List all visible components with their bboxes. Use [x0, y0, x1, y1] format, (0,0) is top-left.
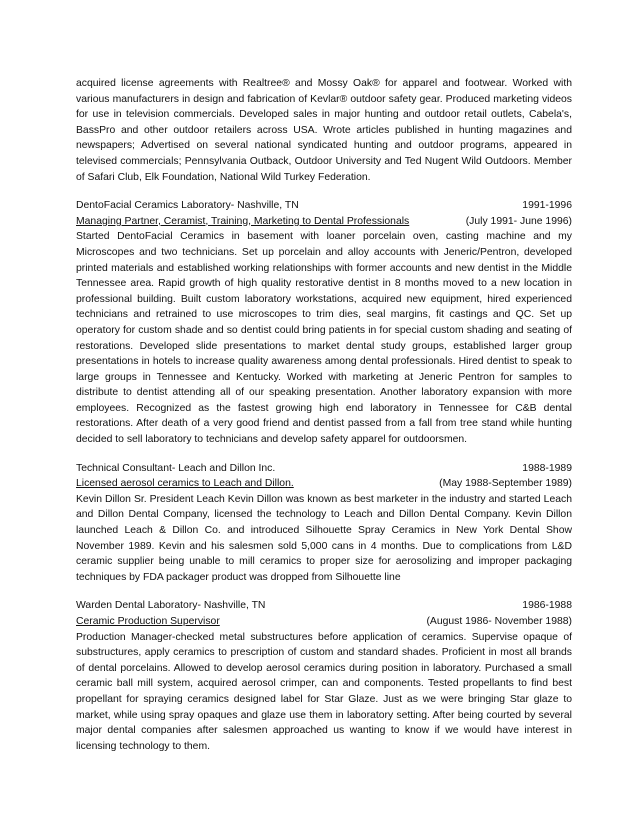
job-header: [76, 198, 572, 214]
job-years: 1991-1996: [522, 200, 572, 212]
job-title-row: [76, 614, 572, 630]
job-description: Production Manager-checked metal substructures before application of ceramics. Supervise opaque of substructures, apply ceramics to prescription of custom and standard shades. Proficient in most all brands of dental porcelains. Allowed to develop aerosol ceramics during position in laboratory. Purchased a small ceramic ball mill system, acquired aerosol crimper, can and components. Tested propellants to find best propellant for spraying ceramics designed label for Star Glaze. Just as we were bringing Star glaze to market, while using spray opaques and glaze use them in laboratory setting. After being courted by several major dental companies after salesmen approached us wanting to know if we would have interest in licensing technology to them.: [76, 631, 572, 752]
job-dentofacial: [76, 198, 572, 448]
job-employer: Technical Consultant- Leach and Dillon Inc.: [76, 462, 276, 474]
job-years: 1986-1988: [522, 600, 572, 612]
job-leach-dillon: [76, 461, 572, 586]
job-title-row: [76, 476, 572, 492]
job-dates: (May 1988-September 1989): [439, 478, 572, 490]
job-dates: (July 1991- June 1996): [465, 215, 572, 227]
job-header: [76, 461, 572, 477]
job-dates: (August 1986- November 1988): [426, 616, 572, 627]
job-employer: Warden Dental Laboratory- Nashville, TN: [76, 600, 266, 612]
job-title: Ceramic Production Supervisor: [76, 616, 220, 627]
job-employer: DentoFacial Ceramics Laboratory- Nashville, TN: [76, 200, 299, 212]
job-years: 1988-1989: [522, 462, 572, 474]
job-description: Kevin Dillon Sr. President Leach Kevin Dillon was known as best marketer in the industry and started Leach and Dillon Dental Company, licensed the technology to Leach and Dillon Dental Company. Kevin Dillon launched Leach & Dillon Co. and introduced Silhouette Spray Ceramics in New York Dental Show November 1989. Kevin and his salesmen sold 5,000 cans in 4 months. Due to complications from L&D ceramic supplier being unable to mill ceramics to proper size for aerosolizing and improper packaging techniques by FDA packager product was dropped from Silhouette line: [76, 493, 572, 583]
job-header: [76, 598, 572, 614]
job-title: Licensed aerosol ceramics to Leach and Dillon.: [76, 478, 294, 490]
intro-paragraph: acquired license agreements with Realtree® and Mossy Oak® for apparel and footwear. Worked with various manufacturers in design and fabrication of Kevlar® outdoor safety gear. Produced marketing videos for use in television commercials. Developed sales in major hunting and outdoor retail outlets, Cabela's, BassPro and other outdoor retailers across USA. Wrote articles published in hunting magazines and newspapers; Advertised on several national syndicated hunting and outdoor programs, appeared in televised commercials; Pennsylvania Outback, Outdoor University and Ted Nugent Wild Outdoors. Member of Safari Club, Elk Foundation, National Wild Turkey Federation.: [76, 78, 572, 183]
job-description: Started DentoFacial Ceramics in basement with loaner porcelain oven, casting machine and my Microscopes and two technicians. Set up porcelain and alloy accounts with Jeneric/Pentron, developed printed materials and established working relationships with former accounts and new dentist in the Middle Tennessee area. Rapid growth of high quality restorative dentist in 8 months moved to a new location in professional building. Built custom laboratory workstations, acquired new equipment, hired experienced technicians and retrained to use microscopes to trim dies, seal margins, fit castings and QC. Set up operatory for custom shade and so dentist could bring patients in for special custom shading and seating of restorations. Developed slide presentations to market dental study groups, established larger group presentations in hotels to increase quality awareness among dental professionals. Hired dentist to speak to large groups in Tennessee and Kentucky. Worked with marketing at Jeneric Pentron for samples to distribute to dentist attending all of our speaking presentation. Another laboratory expansion with more employees. Recognized as the fastest growing high end laboratory in Tennessee for C&B dental restorations. After death of a very good friend and dentist passed from a fall from tree stand while hunting decided to sell laboratory to technicians and develop safety apparel for outdoorsmen.: [76, 231, 572, 446]
job-title: Managing Partner, Ceramist, Training, Marketing to Dental Professionals: [76, 215, 410, 227]
job-warden: [76, 598, 572, 754]
job-title-row: [76, 214, 572, 230]
